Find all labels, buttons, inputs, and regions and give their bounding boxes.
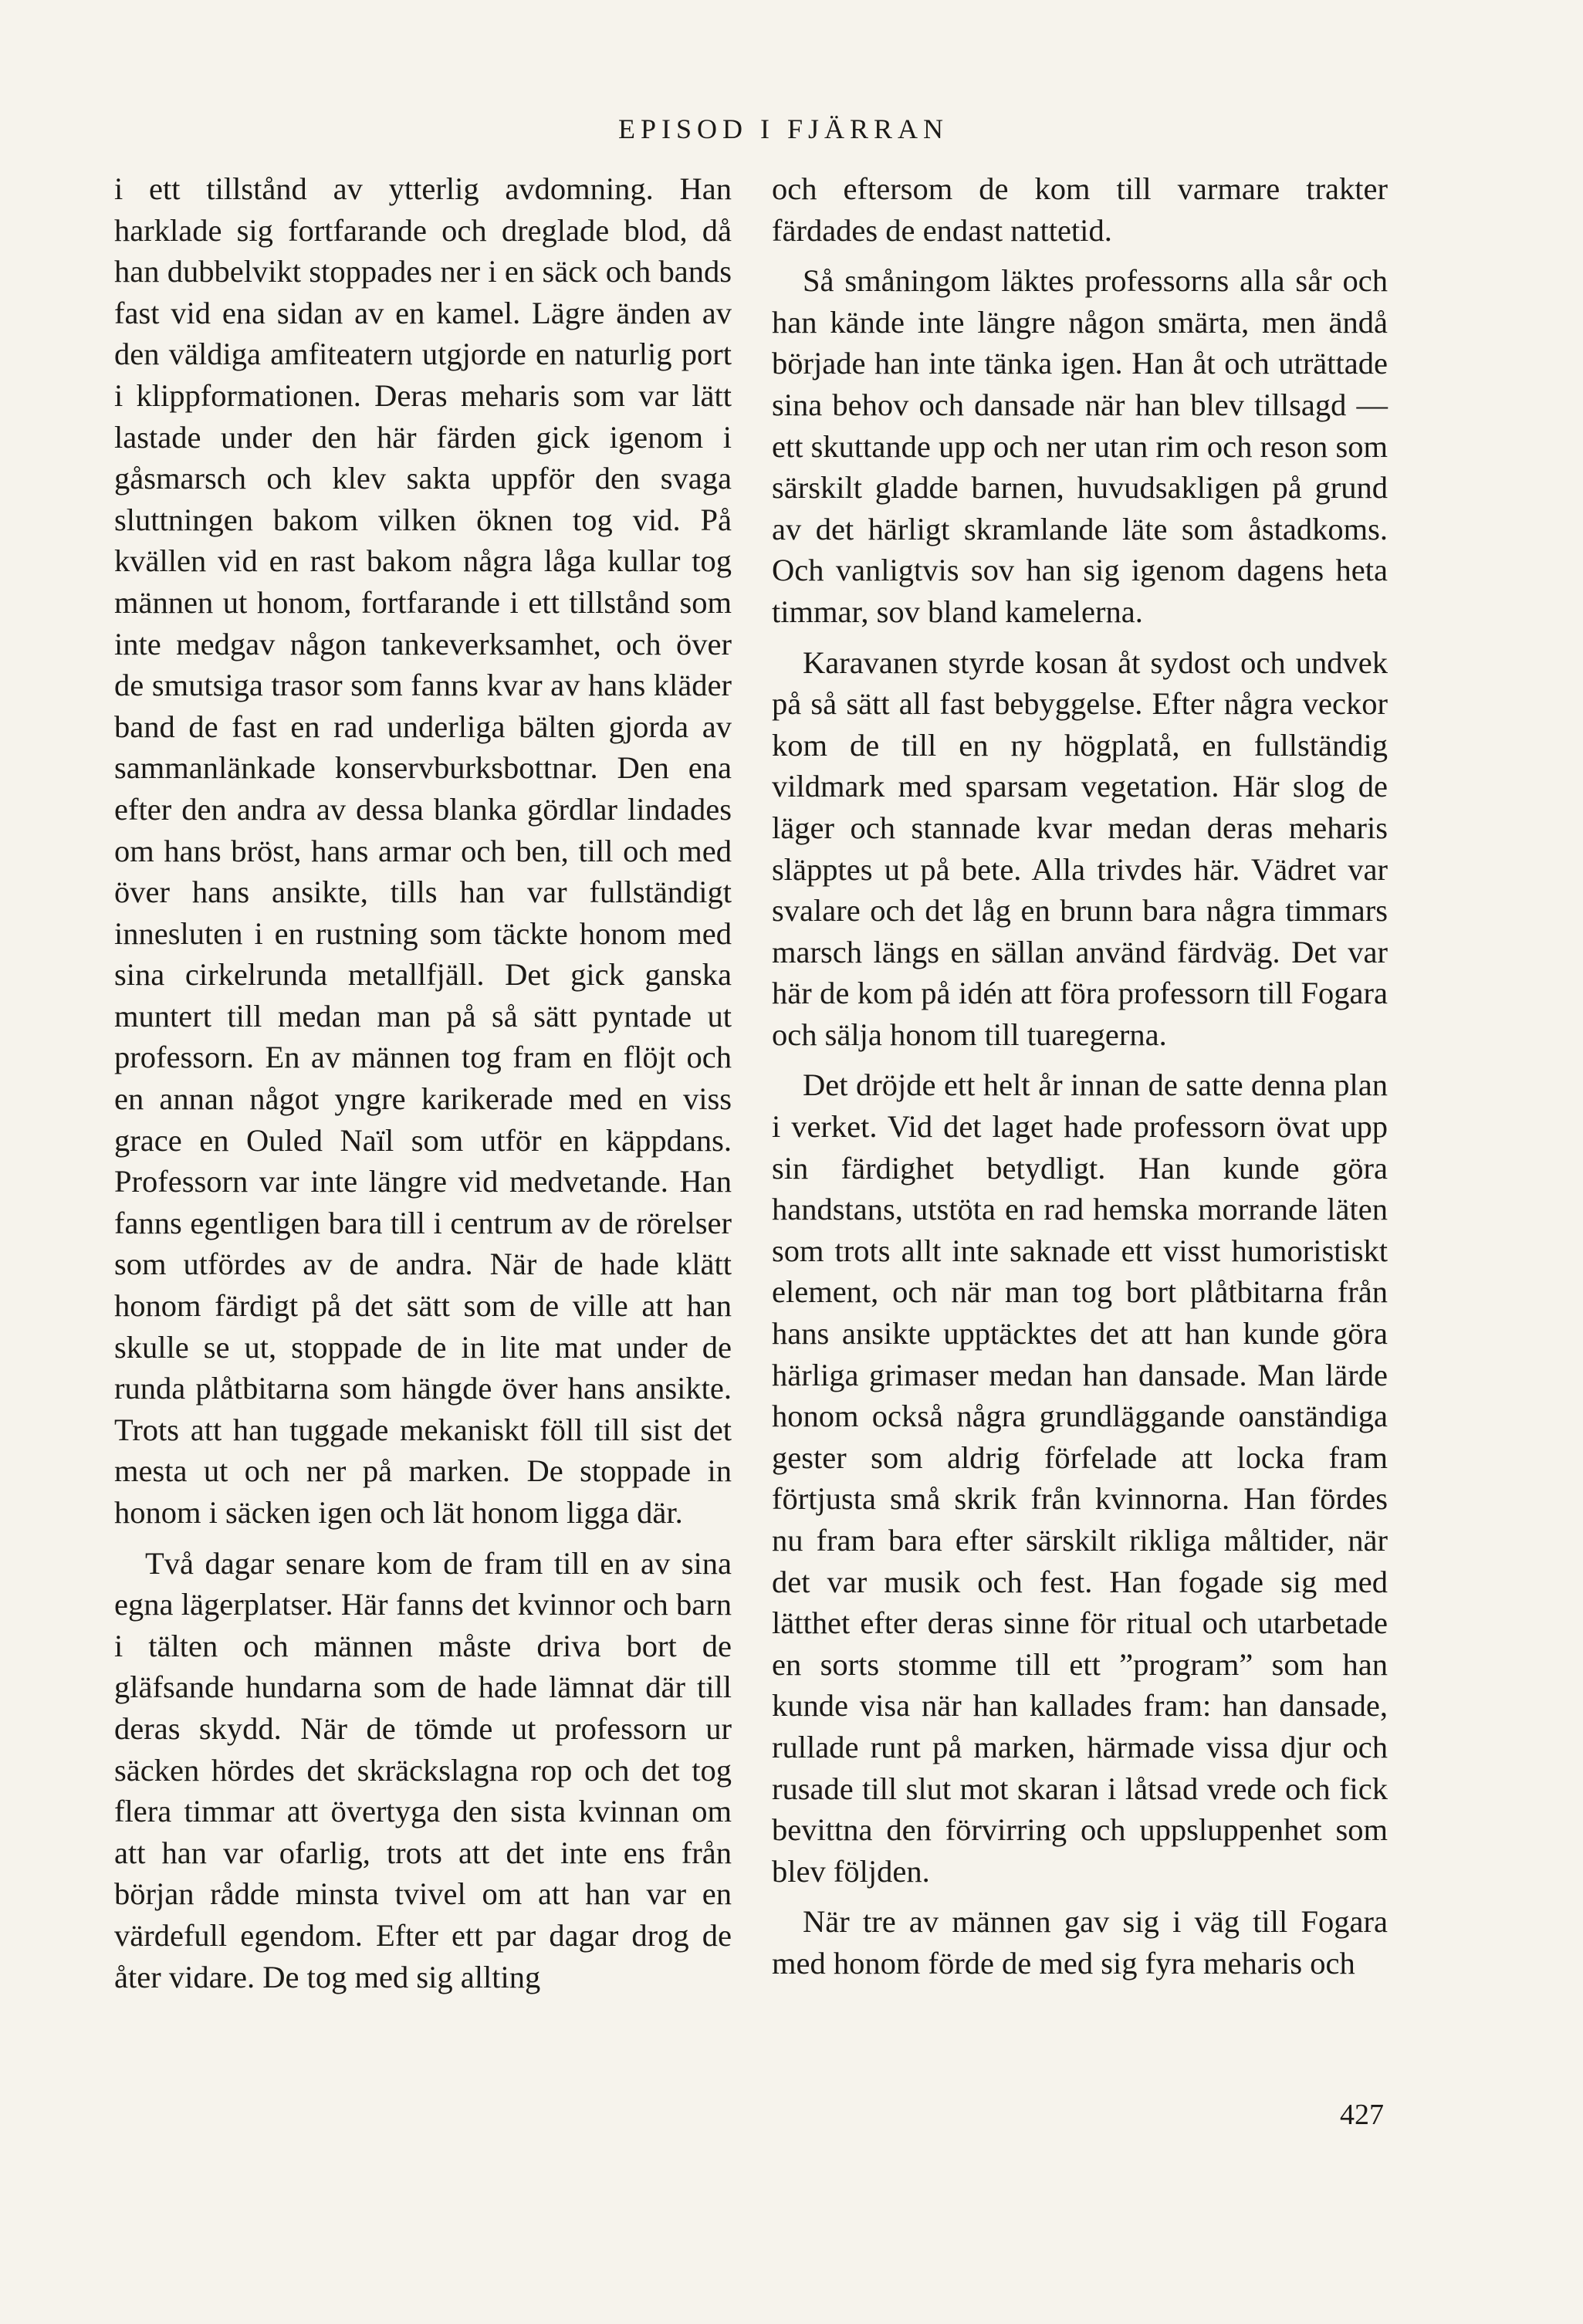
right-column (772, 168, 1388, 1994)
paragraph: och eftersom de kom till varmare trakter färdades de endast nattetid. (772, 171, 1388, 248)
paragraph: Så småningom läktes professorns alla sår och han kände inte längre någon smärta, men ändå började han inte tänka igen. Han åt och uträttade sina behov och dansade när han blev tillsagd — ett skuttande upp och ner utan rim och reson som särskilt gladde barnen, huvudsakligen på grund av det härligt skramlande läte som åstadkoms. Och vanligtvis sov han sig igenom dagens heta timmar, sov bland kamelerna. (772, 263, 1388, 629)
paragraph: När tre av männen gav sig i väg till Fogara med honom förde de med sig fyra meharis och (772, 1904, 1388, 1981)
page-number: 427 (1340, 2099, 1384, 2131)
left-column (114, 168, 732, 2007)
paragraph: Två dagar senare kom de fram till en av sina egna lägerplatser. Här fanns det kvinnor och barn i tälten och männen måste driva bort de gläfsande hundarna som de hade lämnat där till deras skydd. När de tömde ut professorn ur säcken hördes det skräckslagna rop och det tog flera timmar att övertyga den sista kvinnan om att han var ofarlig, trots att det inte ens från början rådde minsta tvivel om att han var en värdefull egendom. Efter ett par dagar drog de åter vidare. De tog med sig allting (114, 1545, 732, 1994)
paragraph: Det dröjde ett helt år innan de satte denna plan i verket. Vid det laget hade professorn övat upp sin färdighet betydligt. Han kunde göra handstans, utstöta en rad hemska morrande läten som trots allt inte saknade ett visst humoristiskt element, och när man tog bort plåtbitarna från hans ansikte upptäcktes det att han kunde göra härliga grimaser medan han dansade. Man lärde honom också några grundläggande oanständiga gester som aldrig förfelade att locka fram förtjusta små skrik från kvinnorna. Han fördes nu fram bara efter särskilt rikliga måltider, när det var musik och fest. Han fogade sig med lätthet efter deras sinne för ritual och utarbetade en sorts stomme till ett ”program” som han kunde visa när han kallades fram: han dansade, rullade runt på marken, härmade vissa djur och rusade till slut mot skaran i låtsad vrede och fick bevittna den förvirring och uppsluppenhet som blev följden. (772, 1067, 1388, 1889)
paragraph: Karavanen styrde kosan åt sydost och undvek på så sätt all fast bebyggelse. Efter några veckor kom de till en ny högplatå, en fullständig vildmark med sparsam vegetation. Här slog de läger och stannade kvar medan deras meharis släpptes ut på bete. Alla trivdes här. Vädret var svalare och det låg en brunn bara några timmars marsch längs en sällan använd färdväg. Det var här de kom på idén att föra professorn till Fogara och sälja honom till tuaregerna. (772, 644, 1388, 1052)
running-title: EPISOD I FJÄRRAN (617, 113, 949, 144)
paragraph: i ett tillstånd av ytterlig avdomning. Han harklade sig fortfarande och dreglade blod, då han dubbelvikt stoppades ner i en säck och bands fast vid ena sidan av en kamel. Lägre änden av den väldiga amfiteatern utgjorde en naturlig port i klippformationen. Deras meharis som var lätt lastade under den här färden gick igenom i gåsmarsch och klev sakta uppför den svaga sluttningen bakom vilken öknen tog vid. På kvällen vid en rast bakom några låga kullar tog männen ut honom, fortfarande i ett tillstånd som inte medgav någon tankeverksamhet, och över de smutsiga trasor som fanns kvar av hans kläder band de fast en rad underliga bälten gjorda av sammanlänkade konservburksbottnar. Den ena efter den andra av dessa blanka gördlar lindades om hans bröst, hans armar och ben, till och med över hans ansikte, tills han var fullständigt innesluten i en rustning som täckte honom med sina cirkelrunda metallfjäll. Det gick ganska muntert till medan man på så sätt pyntade ut professorn. En av männen tog fram en flöjt och en annan något yngre karikerade med en viss grace en Ouled Naïl som utför en käppdans. Professorn var inte längre vid medvetande. Han fanns egentligen bara till i centrum av de rörelser som utfördes av de andra. När de hade klätt honom färdigt på det sätt som de ville att han skulle se ut, stoppade de in lite mat under de runda plåtbitarna som hängde över hans ansikte. Trots att han tuggade mekaniskt föll till sist det mesta ut och ner på marken. De stoppade in honom i säcken igen och lät honom ligga där. (114, 171, 732, 1530)
